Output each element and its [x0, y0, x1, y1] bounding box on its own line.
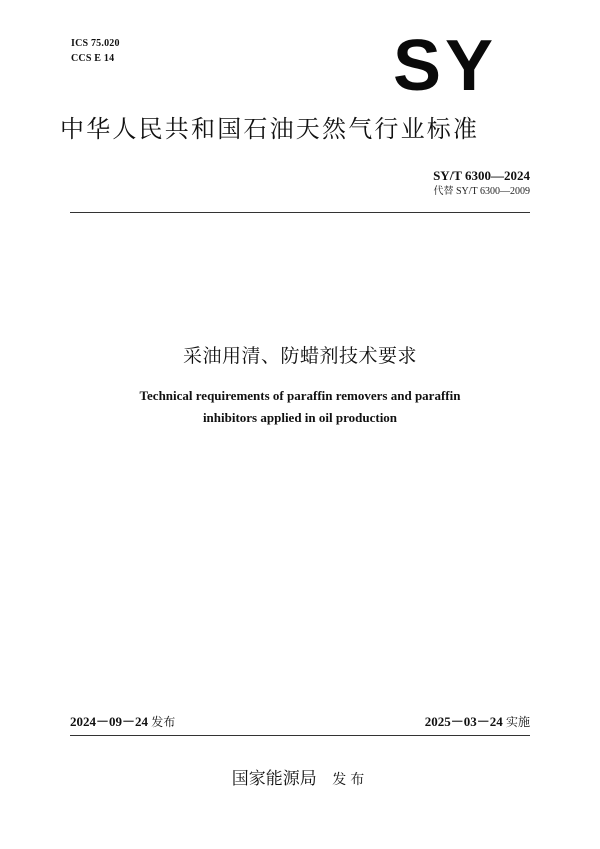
issue-date-block — [70, 714, 175, 730]
publisher-name: 国家能源局 — [231, 769, 317, 789]
top-divider — [70, 212, 530, 213]
implementation-label: 实施 — [505, 715, 530, 729]
publisher-verb: 发布 — [332, 772, 369, 788]
standard-organization-title: 中华人民共和国石油天然气行业标准 — [60, 115, 480, 143]
implementation-date-block — [425, 714, 530, 730]
ics-code: ICS 75.020 — [71, 38, 120, 49]
standard-code: SY/T 6300—2024 — [433, 168, 530, 183]
issue-label: 发布 — [151, 715, 176, 729]
bottom-divider — [70, 735, 530, 736]
document-title-english-line1: Technical requirements of paraffin removers and paraffin — [139, 388, 461, 403]
document-title-chinese: 采油用清、防蜡剂技术要求 — [182, 345, 417, 367]
publisher-block — [0, 768, 600, 791]
implementation-date: 2025－03－24 — [424, 714, 503, 729]
issue-date: 2024－09－24 — [70, 714, 149, 729]
document-title-english-line2: inhibitors applied in oil production — [202, 410, 398, 425]
replaces-standard: 代替 SY/T 6300—2009 — [433, 186, 530, 197]
sy-logo: SY — [393, 26, 498, 106]
ccs-code: CCS E 14 — [71, 53, 115, 64]
